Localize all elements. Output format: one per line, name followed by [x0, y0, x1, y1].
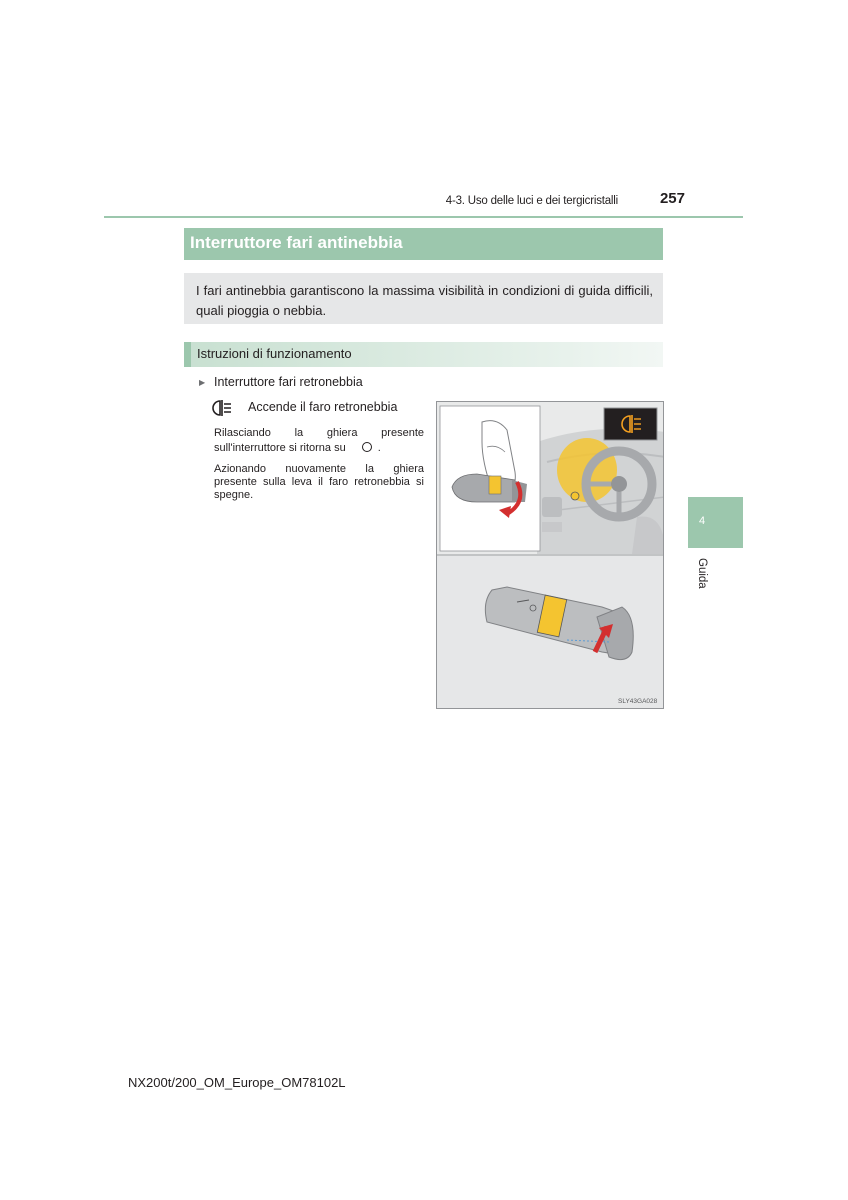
subheading-accent: [184, 342, 191, 367]
turn-off-paragraph: [214, 463, 424, 502]
bullet-triangle-icon: ▶: [199, 378, 206, 387]
rear-fog-icon: [211, 399, 233, 417]
release-line-2-wrap: [214, 441, 424, 456]
intro-text: I fari antinebbia garantiscono la massima visibilità in condizioni di guida difficili, quali pioggia o nebbia.: [196, 283, 653, 318]
title-band: [184, 228, 663, 260]
release-line-2: sull'interruttore si ritorna su: [214, 442, 346, 454]
footer-code: NX200t/200_OM_Europe_OM78102L: [128, 1075, 346, 1090]
operation-label: Accende il faro retronebbia: [248, 400, 398, 414]
turn-off-line-1: Azionando nuovamente la ghiera: [214, 463, 424, 475]
chapter-tab: [688, 497, 743, 548]
subheading-band: [184, 342, 663, 367]
turn-off-line-2: presente sulla leva il faro retronebbia si: [214, 476, 424, 488]
release-line-1: Rilasciando la ghiera presente: [214, 427, 424, 439]
off-circle-icon: [362, 442, 372, 452]
release-paragraph: [214, 426, 424, 456]
turn-off-line-3: spegne.: [214, 489, 254, 501]
figure-illustration: [436, 401, 664, 709]
release-line-end: .: [377, 442, 381, 454]
chapter-number: 4: [698, 515, 706, 527]
bullet-text: Interruttore fari retronebbia: [214, 375, 363, 389]
chapter-label: Guida: [696, 558, 708, 589]
page-title: Interruttore fari antinebbia: [190, 233, 403, 252]
figure-code: SLY43GA028: [618, 698, 658, 705]
page-number: 257: [659, 190, 685, 207]
figure-drawing: [437, 402, 664, 709]
header-divider: [104, 216, 743, 218]
subheading: Istruzioni di funzionamento: [197, 346, 352, 361]
intro-box: [184, 273, 663, 324]
header-section-title: 4-3. Uso delle luci e dei tergicristalli: [445, 195, 618, 207]
